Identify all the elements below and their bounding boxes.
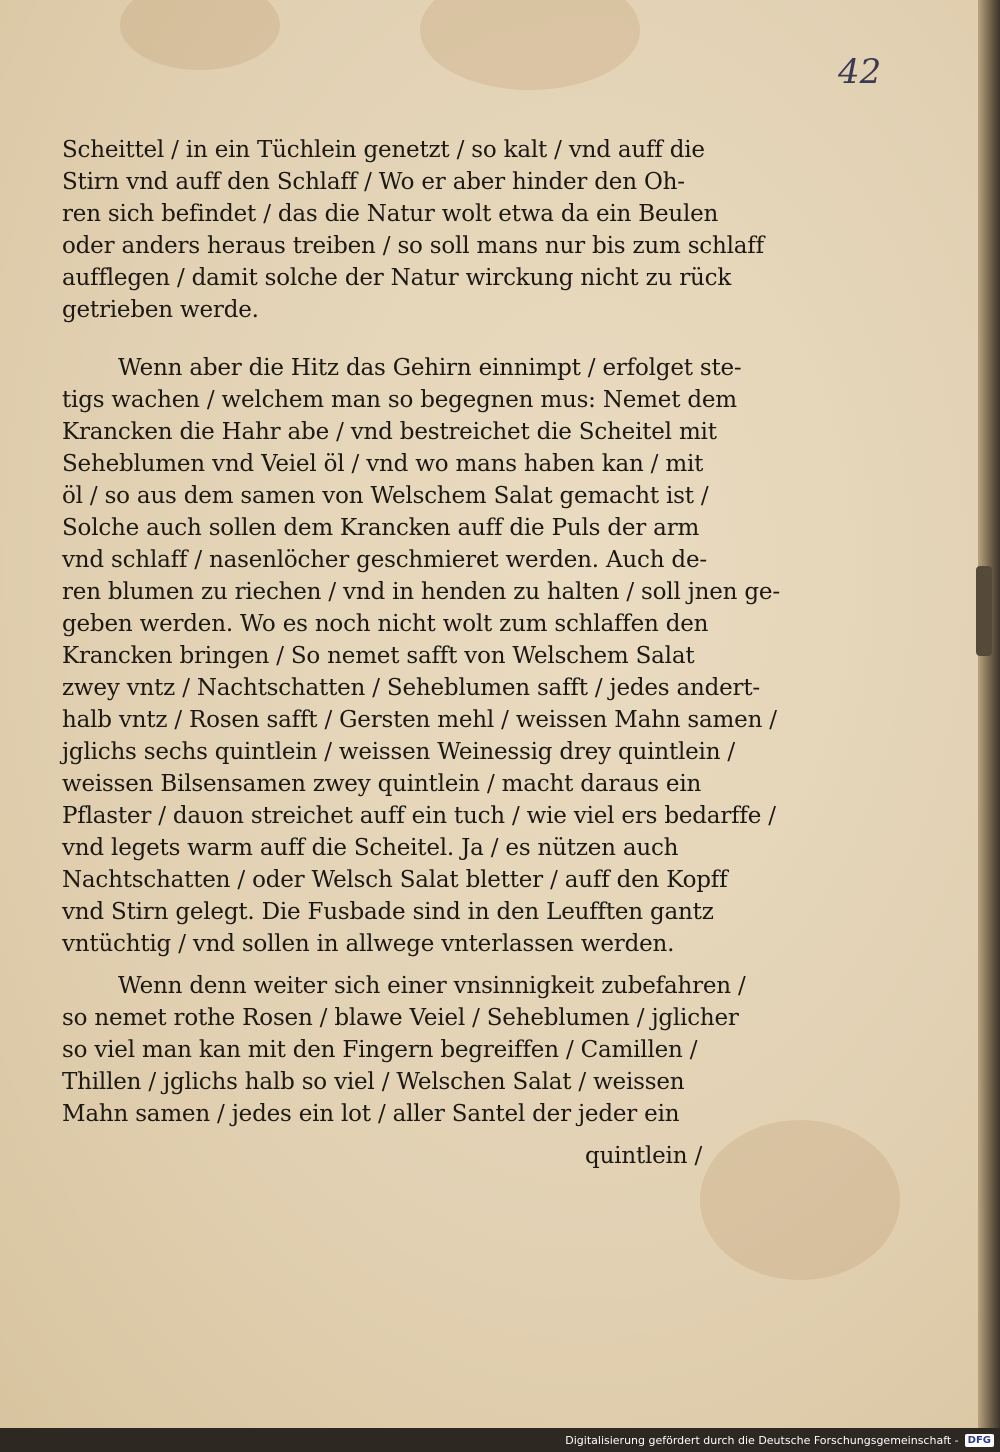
text-line: halb vntz / Rosen safft / Gersten mehl / weissen Mahn samen / [62, 707, 777, 733]
text-line: Nachtschatten / oder Welsch Salat bletter / auff den Kopff [62, 867, 728, 893]
paragraph [62, 352, 780, 960]
text-line: Scheittel / in ein Tüchlein genetzt / so kalt / vnd auff die [62, 137, 705, 163]
text-line: Solche auch sollen dem Krancken auff die Puls der arm [62, 515, 700, 541]
paper-stain [120, 0, 280, 70]
text-line: vnd legets warm auff die Scheitel. Ja / es nützen auch [62, 835, 679, 861]
text-line: Mahn samen / jedes ein lot / aller Santel der jeder ein [62, 1101, 680, 1127]
digitization-footer [0, 1428, 1000, 1452]
text-line: Thillen / jglichs halb so viel / Welschen Salat / weissen [62, 1069, 685, 1095]
text-line: so nemet rothe Rosen / blawe Veiel / Seheblumen / jglicher [62, 1005, 739, 1031]
paragraph [62, 970, 746, 1130]
text-line: so viel man kan mit den Fingern begreiffen / Camillen / [62, 1037, 698, 1063]
text-line: geben werden. Wo es noch nicht wolt zum schlaffen den [62, 611, 709, 637]
text-line: getrieben werde. [62, 297, 259, 323]
text-line: Krancken bringen / So nemet safft von Welschem Salat [62, 643, 695, 669]
text-line: Krancken die Hahr abe / vnd bestreichet die Scheitel mit [62, 419, 717, 445]
text-line: oder anders heraus treiben / so soll mans nur bis zum schlaff [62, 233, 764, 259]
footer-text: Digitalisierung gefördert durch die Deutsche Forschungsgemeinschaft - [565, 1433, 959, 1447]
text-line: vnd Stirn gelegt. Die Fusbade sind in den Leufften gantz [62, 899, 714, 925]
text-line: ren sich befindet / das die Natur wolt etwa da ein Beulen [62, 201, 719, 227]
text-line: Seheblumen vnd Veiel öl / vnd wo mans haben kan / mit [62, 451, 704, 477]
text-line: öl / so aus dem samen von Welschem Salat gemacht ist / [62, 483, 709, 509]
text-line: vntüchtig / vnd sollen in allwege vnterlassen werden. [62, 931, 675, 957]
text-line: aufflegen / damit solche der Natur wirckung nicht zu rück [62, 265, 732, 291]
text-line: weissen Bilsensamen zwey quintlein / macht daraus ein [62, 771, 702, 797]
catchword-text: quintlein / [585, 1143, 702, 1169]
text-line: Stirn vnd auff den Schlaff / Wo er aber hinder den Oh- [62, 169, 685, 195]
page-number: 42 [838, 52, 882, 92]
paper-stain [420, 0, 640, 90]
text-line: jglichs sechs quintlein / weissen Weinessig drey quintlein / [62, 739, 735, 765]
text-line: tigs wachen / welchem man so begegnen mus: Nemet dem [62, 387, 737, 413]
page-edge [978, 0, 1000, 1428]
text-line: Wenn aber die Hitz das Gehirn einnimpt / erfolget ste- [118, 355, 742, 381]
text-line: zwey vntz / Nachtschatten / Seheblumen safft / jedes andert- [62, 675, 760, 701]
text-line: Wenn denn weiter sich einer vnsinnigkeit zubefahren / [118, 973, 746, 999]
text-line: ren blumen zu riechen / vnd in henden zu halten / soll jnen ge- [62, 579, 780, 605]
text-line: Pflaster / dauon streichet auff ein tuch / wie viel ers bedarffe / [62, 803, 776, 829]
dfg-logo: DFG [965, 1434, 994, 1447]
paragraph [62, 134, 764, 326]
text-line: vnd schlaff / nasenlöcher geschmieret werden. Auch de- [62, 547, 707, 573]
page-clip [976, 566, 992, 656]
catchword [62, 1140, 738, 1172]
